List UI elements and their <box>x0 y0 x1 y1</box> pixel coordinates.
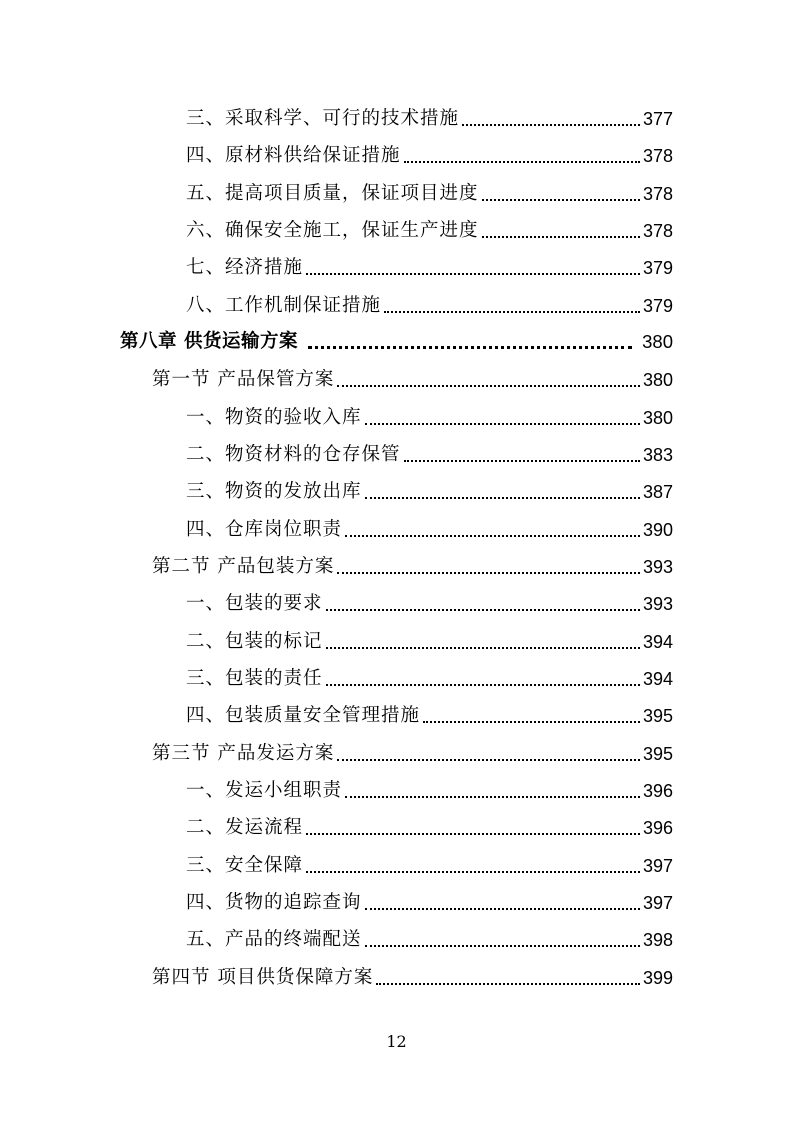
toc-entry-page: 395 <box>642 744 673 764</box>
toc-entry-title: 三、物资的发放出库 <box>186 481 362 502</box>
toc-entry-title: 第二节 产品包装方案 <box>152 556 335 577</box>
toc-entry[interactable] <box>186 255 673 281</box>
toc-entry-page: 399 <box>642 968 673 988</box>
toc-section-entry[interactable] <box>152 965 673 991</box>
toc-entry-title: 七、经济措施 <box>186 257 304 278</box>
toc-entry[interactable] <box>186 778 673 804</box>
dot-leader <box>365 497 640 499</box>
toc-entry-title: 一、物资的验收入库 <box>186 407 362 428</box>
toc-entry-title: 二、发运流程 <box>186 817 304 838</box>
toc-entry[interactable] <box>186 106 673 132</box>
toc-entry[interactable] <box>186 853 673 879</box>
toc-entry-page: 380 <box>642 408 673 428</box>
dot-leader <box>423 721 640 723</box>
toc-entry-page: 377 <box>642 109 673 129</box>
dot-leader <box>404 460 640 462</box>
toc-entry-page: 383 <box>642 445 673 465</box>
toc-entry-title: 四、原材料供给保证措施 <box>186 145 401 166</box>
toc-entry-page: 378 <box>642 184 673 204</box>
toc-entry-title: 三、安全保障 <box>186 855 304 876</box>
toc-entry-title: 八、工作机制保证措施 <box>186 295 382 316</box>
dot-leader <box>337 572 640 574</box>
toc-entry-title: 四、包装质量安全管理措施 <box>186 705 421 726</box>
toc-entry-title: 一、发运小组职责 <box>186 780 343 801</box>
toc-entry-page: 396 <box>642 781 673 801</box>
toc-entry-title: 二、包装的标记 <box>186 631 323 652</box>
dot-leader <box>404 161 640 163</box>
toc-entry-page: 396 <box>642 818 673 838</box>
dot-leader <box>482 236 640 238</box>
toc-entry-title: 三、采取科学、可行的技术措施 <box>186 108 460 129</box>
dot-leader <box>337 759 640 761</box>
toc-entry[interactable] <box>186 293 673 319</box>
toc-entry[interactable] <box>186 479 673 505</box>
dot-leader <box>462 124 640 126</box>
toc-entry-page: 379 <box>642 296 673 316</box>
toc-entry-page: 393 <box>642 594 673 614</box>
toc-entry-title: 第一节 产品保管方案 <box>152 369 335 390</box>
dot-leader <box>365 908 640 910</box>
toc-entry[interactable] <box>186 629 673 655</box>
toc-entry[interactable] <box>186 442 673 468</box>
toc-entry-title: 第八章 供货运输方案 <box>120 331 298 352</box>
dot-leader <box>306 833 640 835</box>
toc-entry-title: 二、物资材料的仓存保管 <box>186 444 401 465</box>
toc-entry-page: 390 <box>642 520 673 540</box>
toc-entry-page: 387 <box>642 482 673 502</box>
toc-entry-page: 378 <box>642 146 673 166</box>
toc-entry[interactable] <box>186 815 673 841</box>
dot-leader <box>308 346 632 349</box>
toc-entry[interactable] <box>186 666 673 692</box>
toc-entry-page: 379 <box>642 258 673 278</box>
toc-entry-title: 三、包装的责任 <box>186 668 323 689</box>
toc-section-entry[interactable] <box>152 554 673 580</box>
dot-leader <box>337 385 640 387</box>
toc-entry-page: 393 <box>642 557 673 577</box>
toc-entry-title: 五、提高项目质量，保证项目进度 <box>186 183 479 204</box>
toc-entry-page: 380 <box>642 331 673 352</box>
dot-leader <box>376 983 640 985</box>
toc-entry-title: 第四节 项目供货保障方案 <box>152 967 374 988</box>
page-number: 12 <box>386 1032 407 1051</box>
toc-entry-page: 380 <box>642 370 673 390</box>
dot-leader <box>365 423 640 425</box>
toc-entry-title: 五、产品的终端配送 <box>186 929 362 950</box>
toc-entry[interactable] <box>186 591 673 617</box>
toc-entry-title: 六、确保安全施工，保证生产进度 <box>186 220 479 241</box>
dot-leader <box>345 796 640 798</box>
toc-entry[interactable] <box>186 218 673 244</box>
toc-entry[interactable] <box>186 517 673 543</box>
toc-entry-page: 397 <box>642 893 673 913</box>
dot-leader <box>326 647 640 649</box>
dot-leader <box>326 609 640 611</box>
dot-leader <box>365 945 640 947</box>
toc-entry[interactable] <box>186 703 673 729</box>
toc-entry-page: 394 <box>642 669 673 689</box>
toc-entry[interactable] <box>186 181 673 207</box>
toc-entry[interactable] <box>186 890 673 916</box>
toc-entry-title: 第三节 产品发运方案 <box>152 743 335 764</box>
dot-leader <box>306 871 640 873</box>
toc-section-entry[interactable] <box>152 741 673 767</box>
toc-entry-page: 398 <box>642 930 673 950</box>
toc-entry-title: 四、货物的追踪查询 <box>186 892 362 913</box>
toc-entry[interactable] <box>186 405 673 431</box>
toc-entry-title: 四、仓库岗位职责 <box>186 519 343 540</box>
toc-entry-title: 一、包装的要求 <box>186 593 323 614</box>
dot-leader <box>345 535 640 537</box>
toc-entry-page: 394 <box>642 632 673 652</box>
dot-leader <box>384 311 640 313</box>
dot-leader <box>482 199 640 201</box>
dot-leader <box>326 684 640 686</box>
dot-leader <box>306 273 640 275</box>
toc-entry-page: 397 <box>642 856 673 876</box>
toc-entry-page: 395 <box>642 706 673 726</box>
toc-entry-page: 378 <box>642 221 673 241</box>
toc-entry[interactable] <box>186 143 673 169</box>
toc-chapter-entry[interactable] <box>120 329 673 355</box>
toc-entry[interactable] <box>186 927 673 953</box>
toc-section-entry[interactable] <box>152 367 673 393</box>
